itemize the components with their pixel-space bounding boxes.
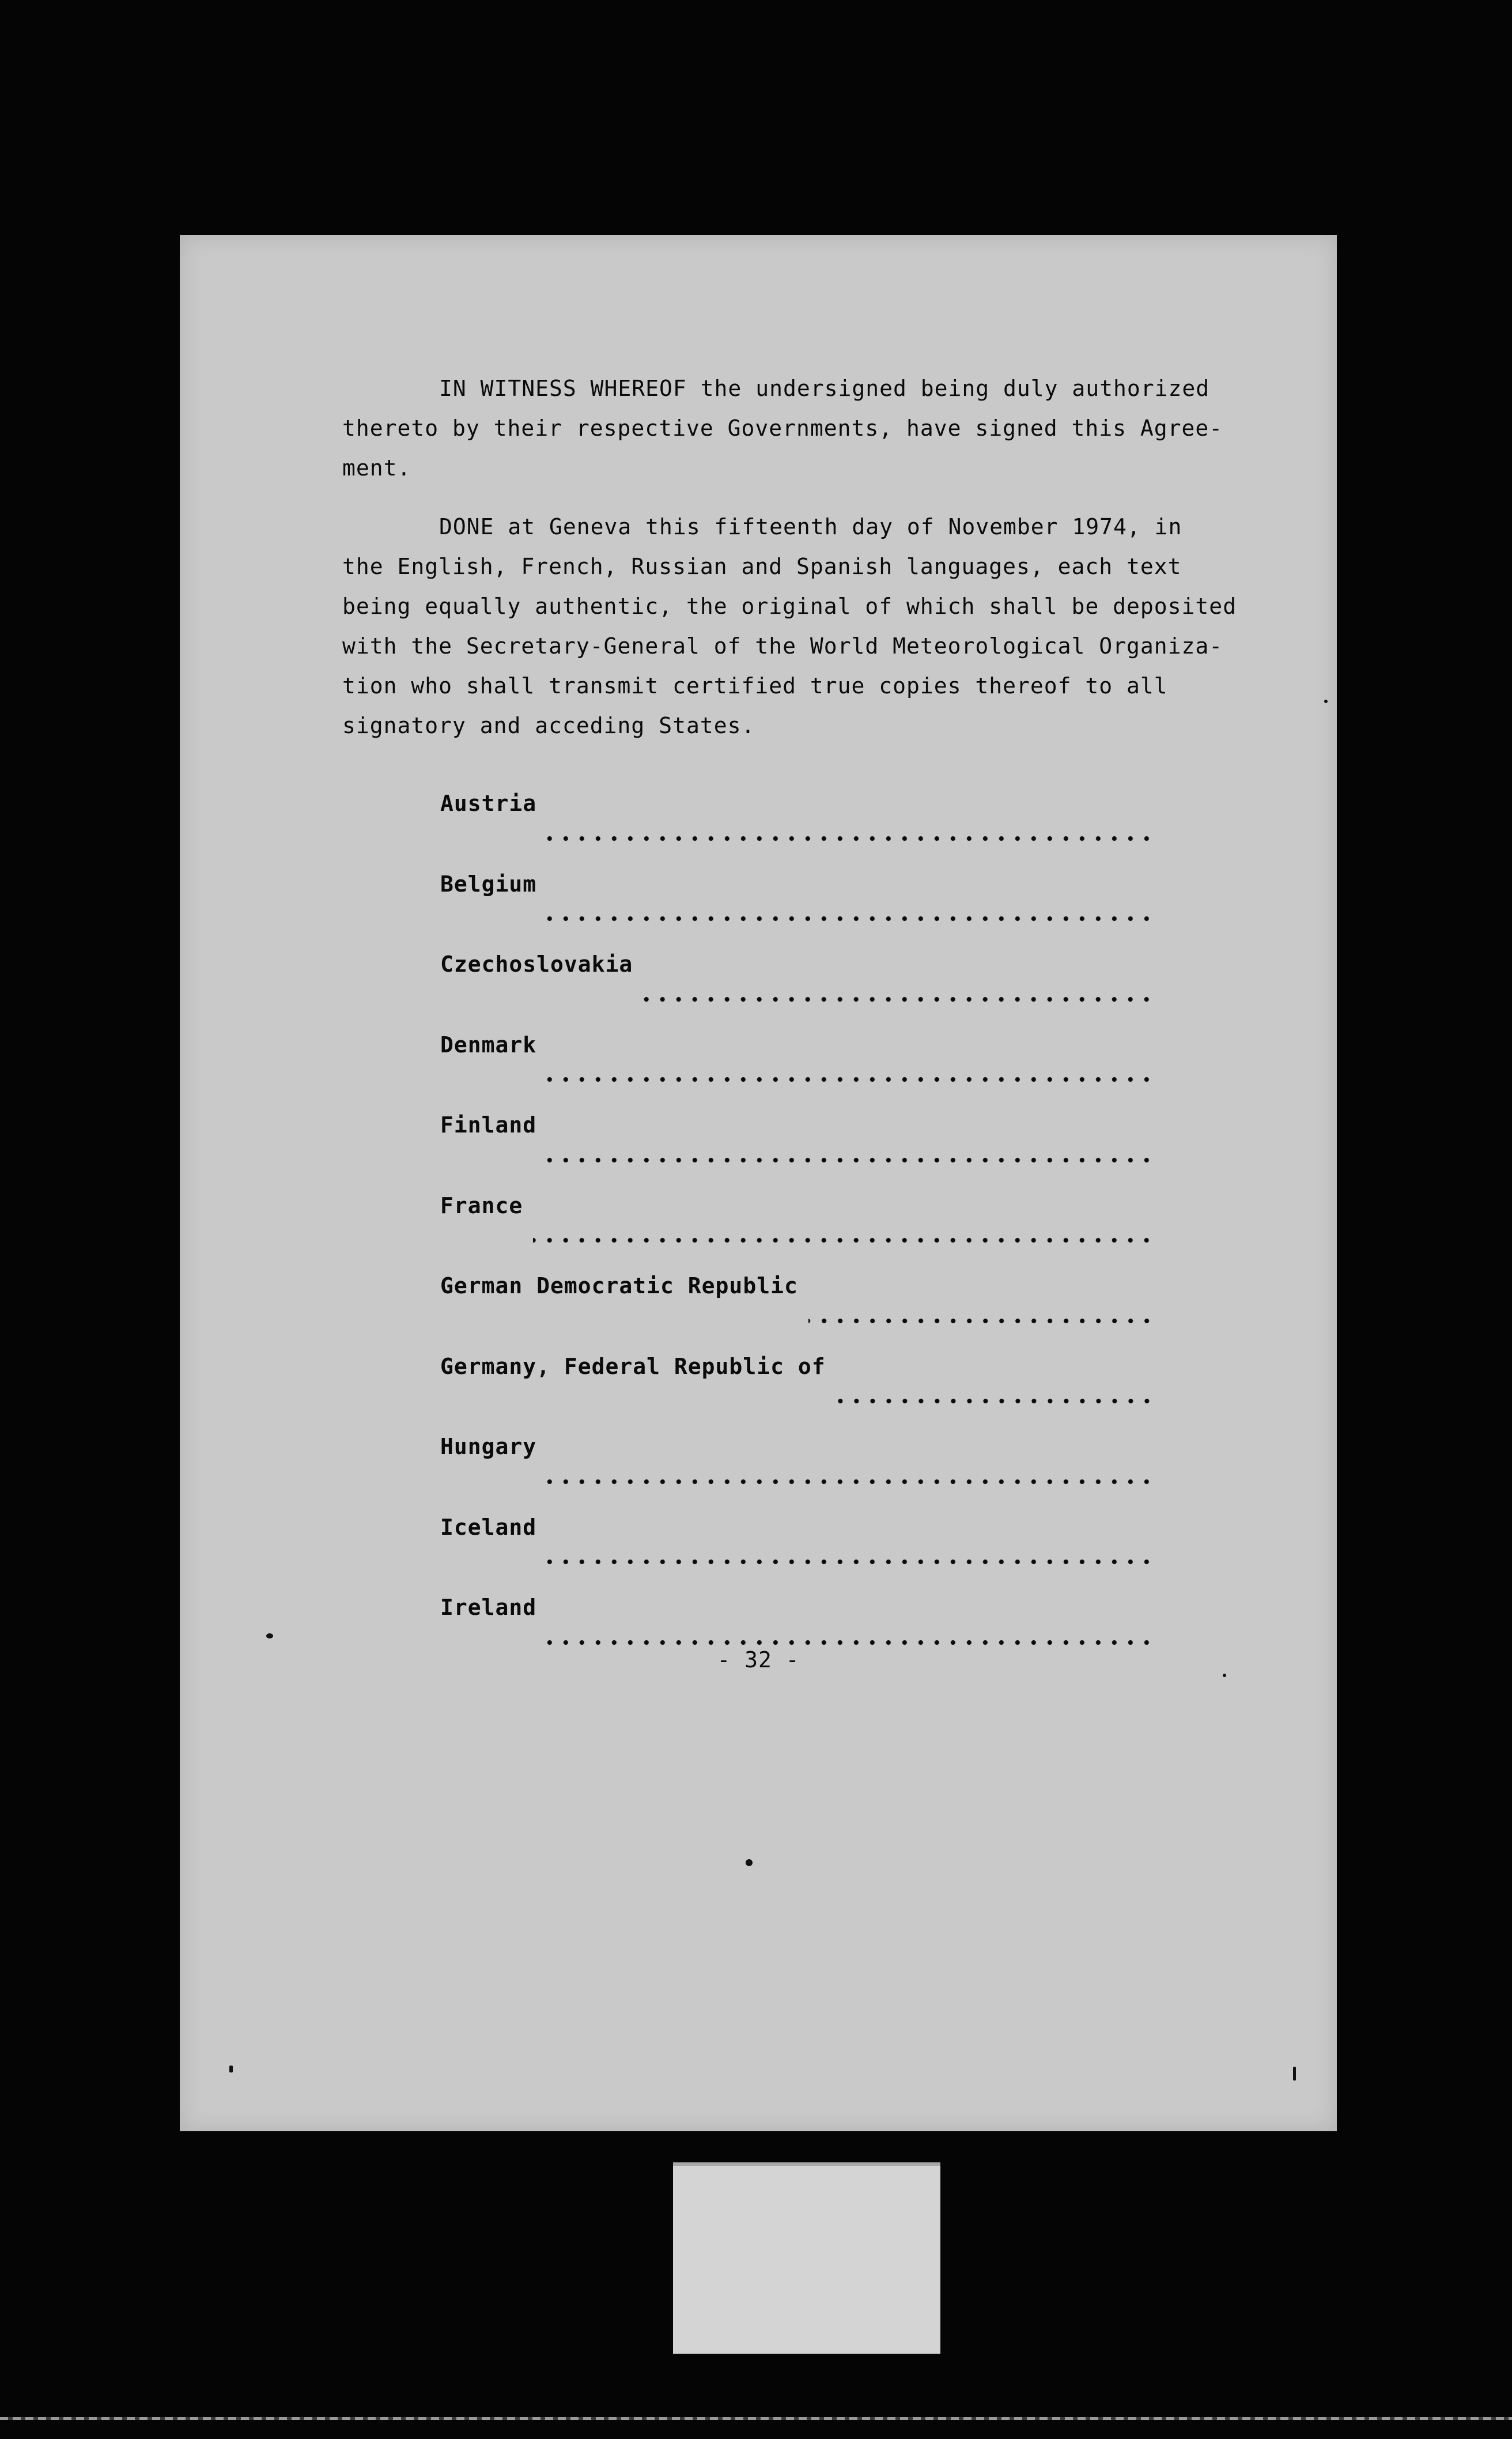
signatory-name: Denmark — [440, 1032, 537, 1058]
signature-dotted-line — [547, 1157, 1155, 1163]
done-line: tion who shall transmit certified true copies thereof to all — [342, 673, 1168, 699]
signature-dotted-line — [547, 1077, 1155, 1082]
witness-line: IN WITNESS WHEREOF the undersigned being duly authorized — [439, 376, 1210, 401]
signature-dotted-line — [547, 916, 1155, 922]
witness-line: ment. — [342, 455, 411, 481]
done-line: with the Secretary-General of the World Meteorological Organiza- — [342, 633, 1223, 659]
signatory-name: Iceland — [440, 1514, 537, 1540]
signature-dotted-line — [547, 1640, 1155, 1645]
scan-speck — [1293, 2067, 1296, 2081]
blank-card — [673, 2162, 940, 2354]
done-paragraph — [342, 507, 1237, 746]
witness-line: thereto by their respective Governments, have signed this Agree- — [342, 416, 1223, 441]
scan-edge-line — [0, 2417, 1512, 2420]
done-line: being equally authentic, the original of which shall be deposited — [342, 594, 1237, 619]
signatory-name: Hungary — [440, 1434, 537, 1459]
signatory-row — [440, 1273, 1155, 1354]
signatory-row — [440, 871, 1155, 952]
signature-dotted-line — [547, 1559, 1155, 1565]
page-number: - 32 - — [717, 1647, 800, 1672]
signatory-row — [440, 1112, 1155, 1193]
signatory-list — [440, 791, 1155, 1675]
signatory-name: France — [440, 1192, 523, 1218]
signatory-name: Ireland — [440, 1595, 537, 1620]
scan-speck — [229, 2066, 233, 2072]
signatory-name: Czechoslovakia — [440, 952, 633, 977]
scan-speck — [746, 1859, 753, 1866]
signatory-name: Finland — [440, 1112, 537, 1138]
scan-speck — [266, 1633, 273, 1638]
signature-dotted-line — [836, 1398, 1155, 1404]
signatory-row — [440, 791, 1155, 871]
signature-dotted-line — [547, 1479, 1155, 1485]
witness-paragraph — [342, 369, 1223, 488]
scan-speck — [1324, 700, 1328, 703]
signatory-name: Belgium — [440, 871, 537, 897]
signatory-row — [440, 1515, 1155, 1595]
signatory-row — [440, 1032, 1155, 1113]
signature-dotted-line — [547, 836, 1155, 841]
signatory-row — [440, 1193, 1155, 1274]
signatory-name: Germany, Federal Republic of — [440, 1353, 826, 1379]
signatory-name: Austria — [440, 791, 537, 816]
done-line: signatory and acceding States. — [342, 713, 755, 738]
signature-dotted-line — [808, 1318, 1155, 1324]
signatory-row — [440, 952, 1155, 1032]
signatory-row — [440, 1354, 1155, 1434]
signature-dotted-line — [643, 996, 1155, 1002]
signatory-name: German Democratic Republic — [440, 1273, 798, 1298]
done-line: DONE at Geneva this fifteenth day of November 1974, in — [439, 514, 1182, 539]
signature-dotted-line — [533, 1237, 1155, 1243]
signatory-row — [440, 1434, 1155, 1515]
done-line: the English, French, Russian and Spanish languages, each text — [342, 554, 1182, 579]
scan-speck — [1223, 1674, 1226, 1677]
document-page — [180, 235, 1337, 2131]
